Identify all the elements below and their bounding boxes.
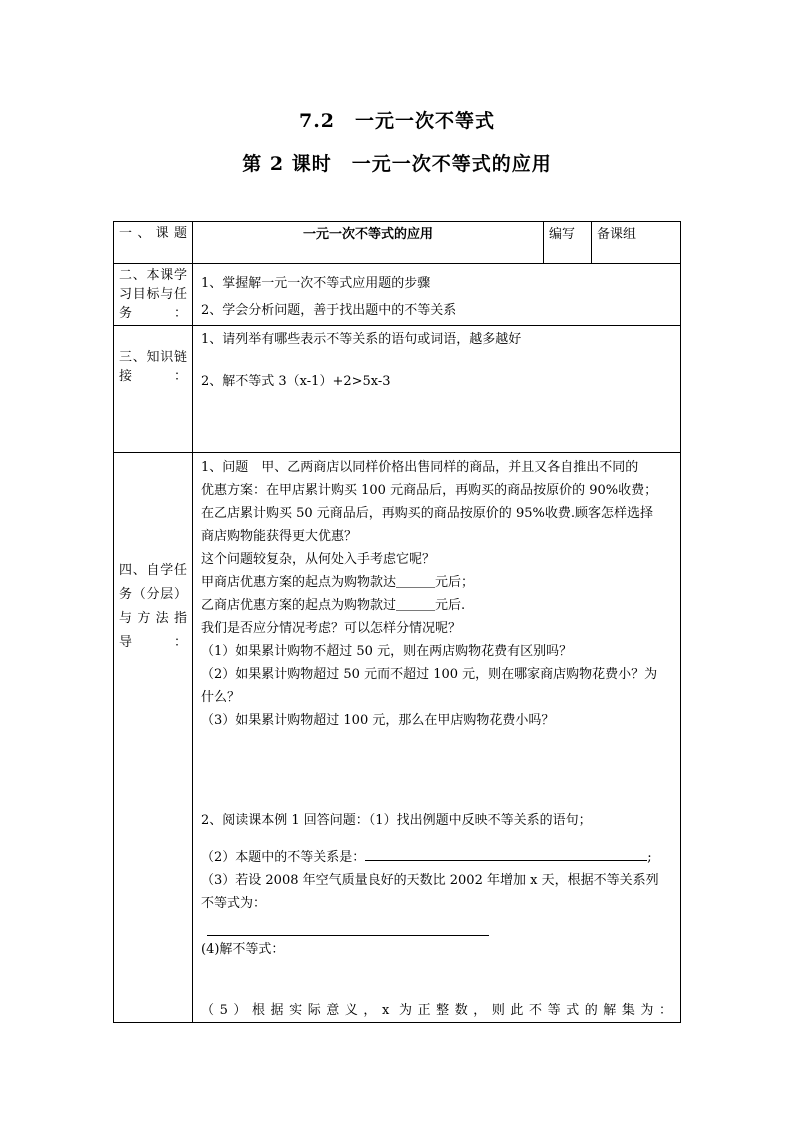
- question-3-line1: （3）若设 2008 年空气质量良好的天数比 2002 年增加 x 天，根据不等关系列: [201, 873, 659, 888]
- goal-item: 2、学会分析问题，善于找出题中的不等关系: [201, 303, 457, 318]
- answer-blank-2[interactable]: [365, 847, 647, 861]
- problem-line: 甲商店优惠方案的起点为购物款达＿＿＿元后；: [201, 575, 475, 590]
- problem-text: [201, 456, 672, 732]
- table-row-knowledge: [114, 326, 681, 453]
- problem-line: 我们是否应分情况考虑？可以怎样分情况呢？: [201, 621, 462, 636]
- problem-line: （3）如果累计购物超过 100 元，那么在甲店购物花费小吗？: [201, 713, 555, 728]
- question-2-label: （2）本题中的不等关系是：: [201, 850, 366, 865]
- topic-title: 一元一次不等式的应用: [193, 222, 544, 264]
- table-row-goals: [114, 264, 681, 326]
- question-2-end: ;: [647, 850, 652, 865]
- problem-line: （2）如果累计购物超过 50 元而不超过 100 元，则在哪家商店购物花费小？为: [201, 667, 658, 682]
- question-2: [201, 846, 672, 869]
- page-title: 7.2 一元一次不等式: [298, 110, 496, 132]
- problem-line: 商店购物能获得更大优惠？: [201, 529, 358, 544]
- editor-label: 编写: [544, 222, 592, 264]
- problem-line: 乙商店优惠方案的起点为购物款过＿＿＿元后.: [201, 598, 466, 613]
- problem-line: 什么？: [201, 690, 241, 705]
- label-selfstudy: 四、自学任务（分层）与方法指导：: [114, 453, 193, 1023]
- selfstudy-content: [193, 453, 681, 1023]
- editor-value: 备课组: [592, 222, 681, 264]
- problem-line: 优惠方案：在甲店累计购买 100 元商品后，再购买的商品按原价的 90%收费；: [201, 483, 658, 498]
- lesson-table: [113, 221, 681, 1023]
- table-row-selfstudy: [114, 453, 681, 1023]
- goals-content: [193, 264, 681, 326]
- problem-line: 这个问题较复杂，从何处入手考虑它呢？: [201, 552, 436, 567]
- page-subtitle: 第 2 课时 一元一次不等式的应用: [242, 153, 552, 175]
- question-3-line2: 不等式为：: [201, 896, 267, 911]
- label-goals: 二、本课学习目标与任务：: [114, 264, 193, 326]
- knowledge-item: 1、请列举有哪些表示不等关系的语句或词语，越多越好: [201, 332, 522, 347]
- knowledge-item: 2、解不等式 3（x-1）+2>5x-3: [201, 374, 391, 389]
- problem-line: 在乙店累计购买 50 元商品后，再购买的商品按原价的 95%收费.顾客怎样选择: [201, 506, 653, 521]
- problem-line: 1、问题 甲、乙两商店以同样价格出售同样的商品，并且又各自推出不同的: [201, 460, 639, 475]
- question-5: （5）根据实际意义，x 为正整数，则此不等式的解集为：: [201, 1003, 672, 1018]
- label-topic: 一、课题: [114, 222, 193, 264]
- label-knowledge: 三、知识链接：: [114, 326, 193, 453]
- example-intro: 2、阅读课本例 1 回答问题：（1）找出例题中反映不等关系的语句；: [201, 813, 592, 828]
- table-row-topic: [114, 222, 681, 264]
- problem-line: （1）如果累计购物不超过 50 元，则在两店购物花费有区别吗？: [201, 644, 573, 659]
- knowledge-content: [193, 326, 681, 453]
- answer-blank-3[interactable]: [207, 921, 489, 936]
- question-4: (4)解不等式：: [201, 942, 285, 957]
- goal-item: 1、掌握解一元一次不等式应用题的步骤: [201, 276, 431, 291]
